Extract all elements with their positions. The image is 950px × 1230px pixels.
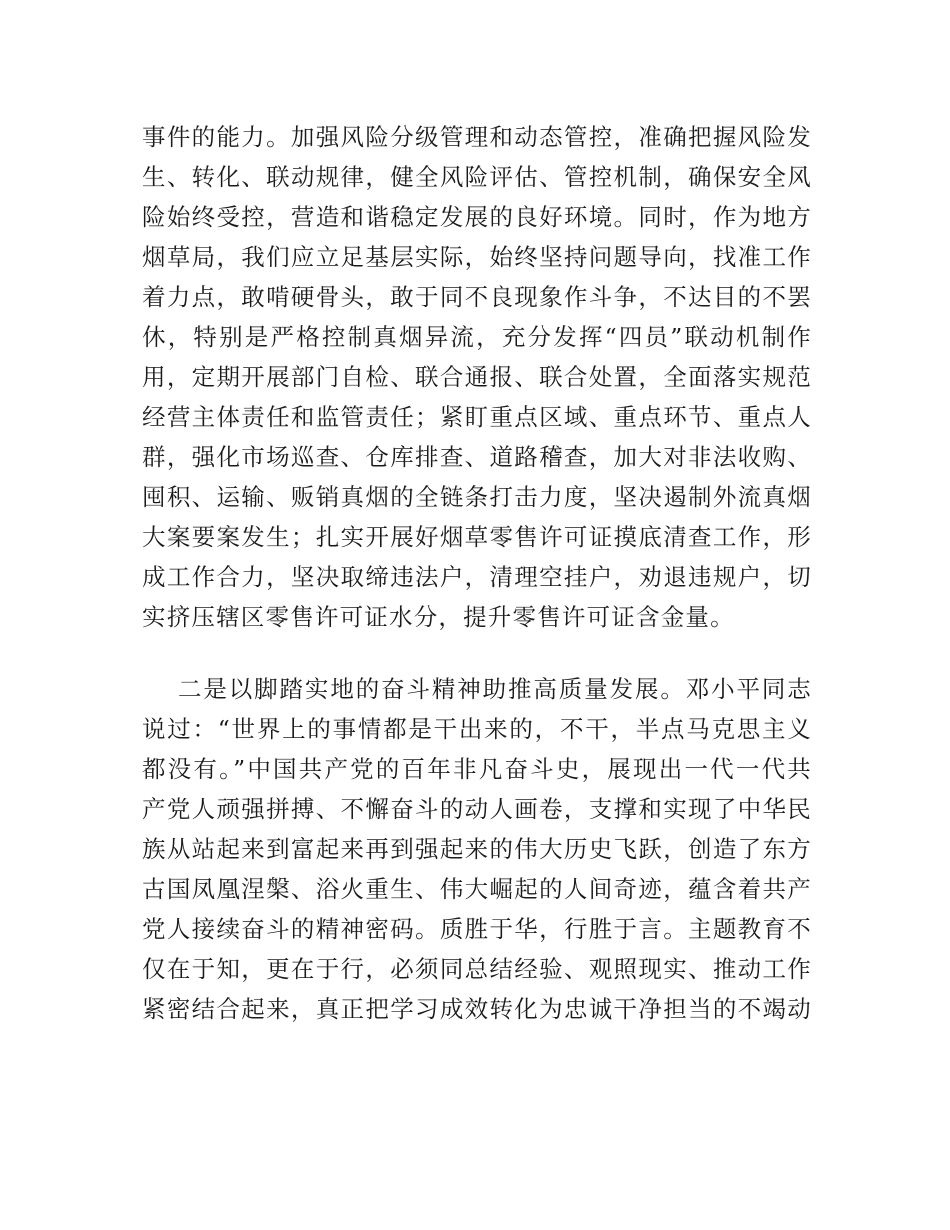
text-line: 大案要案发生；扎实开展好烟草零售许可证摸底清查工作，形	[142, 523, 812, 551]
text-line: 着力点，敢啃硬骨头，敢于同不良现象作斗争，不达目的不罢	[142, 283, 812, 311]
text-line: 仅在于知，更在于行，必须同总结经验、观照现实、推动工作	[142, 955, 812, 983]
text-line: 都没有。”中国共产党的百年非凡奋斗史，展现出一代一代共	[142, 755, 812, 783]
text-line: 经营主体责任和监管责任；紧盯重点区域、重点环节、重点人	[142, 403, 812, 431]
text-line: 用，定期开展部门自检、联合通报、联合处置，全面落实规范	[142, 363, 812, 391]
text-line: 休，特别是严格控制真烟异流，充分发挥“四员”联动机制作	[142, 323, 812, 351]
text-line: 群，强化市场巡查、仓库排查、道路稽查，加大对非法收购、	[142, 443, 812, 471]
text-line: 古国凤凰涅槃、浴火重生、伟大崛起的人间奇迹，蕴含着共产	[142, 875, 812, 903]
text-line: 二是以脚踏实地的奋斗精神助推高质量发展。邓小平同志	[178, 675, 812, 703]
text-line: 生、转化、联动规律，健全风险评估、管控机制，确保安全风	[142, 163, 812, 191]
text-line: 事件的能力。加强风险分级管理和动态管控，准确把握风险发	[142, 123, 812, 151]
text-line: 囤积、运输、贩销真烟的全链条打击力度，坚决遏制外流真烟	[142, 483, 812, 511]
text-line: 党人接续奋斗的精神密码。质胜于华，行胜于言。主题教育不	[142, 915, 812, 943]
text-line: 产党人顽强拼搏、不懈奋斗的动人画卷，支撑和实现了中华民	[142, 795, 812, 823]
paragraph-striving-spirit	[142, 669, 812, 1029]
text-line: 烟草局，我们应立足基层实际，始终坚持问题导向，找准工作	[142, 243, 812, 271]
text-line: 险始终受控，营造和谐稳定发展的良好环境。同时，作为地方	[142, 203, 812, 231]
text-line: 族从站起来到富起来再到强起来的伟大历史飞跃，创造了东方	[142, 835, 812, 863]
paragraph-risk-control	[142, 117, 812, 637]
text-line: 成工作合力，坚决取缔违法户，清理空挂户，劝退违规户，切	[142, 563, 812, 591]
text-line: 紧密结合起来，真正把学习成效转化为忠诚干净担当的不竭动	[142, 995, 812, 1023]
text-line: 实挤压辖区零售许可证水分，提升零售许可证含金量。	[142, 603, 735, 631]
text-line: 说过：“世界上的事情都是干出来的，不干，半点马克思主义	[142, 715, 812, 743]
